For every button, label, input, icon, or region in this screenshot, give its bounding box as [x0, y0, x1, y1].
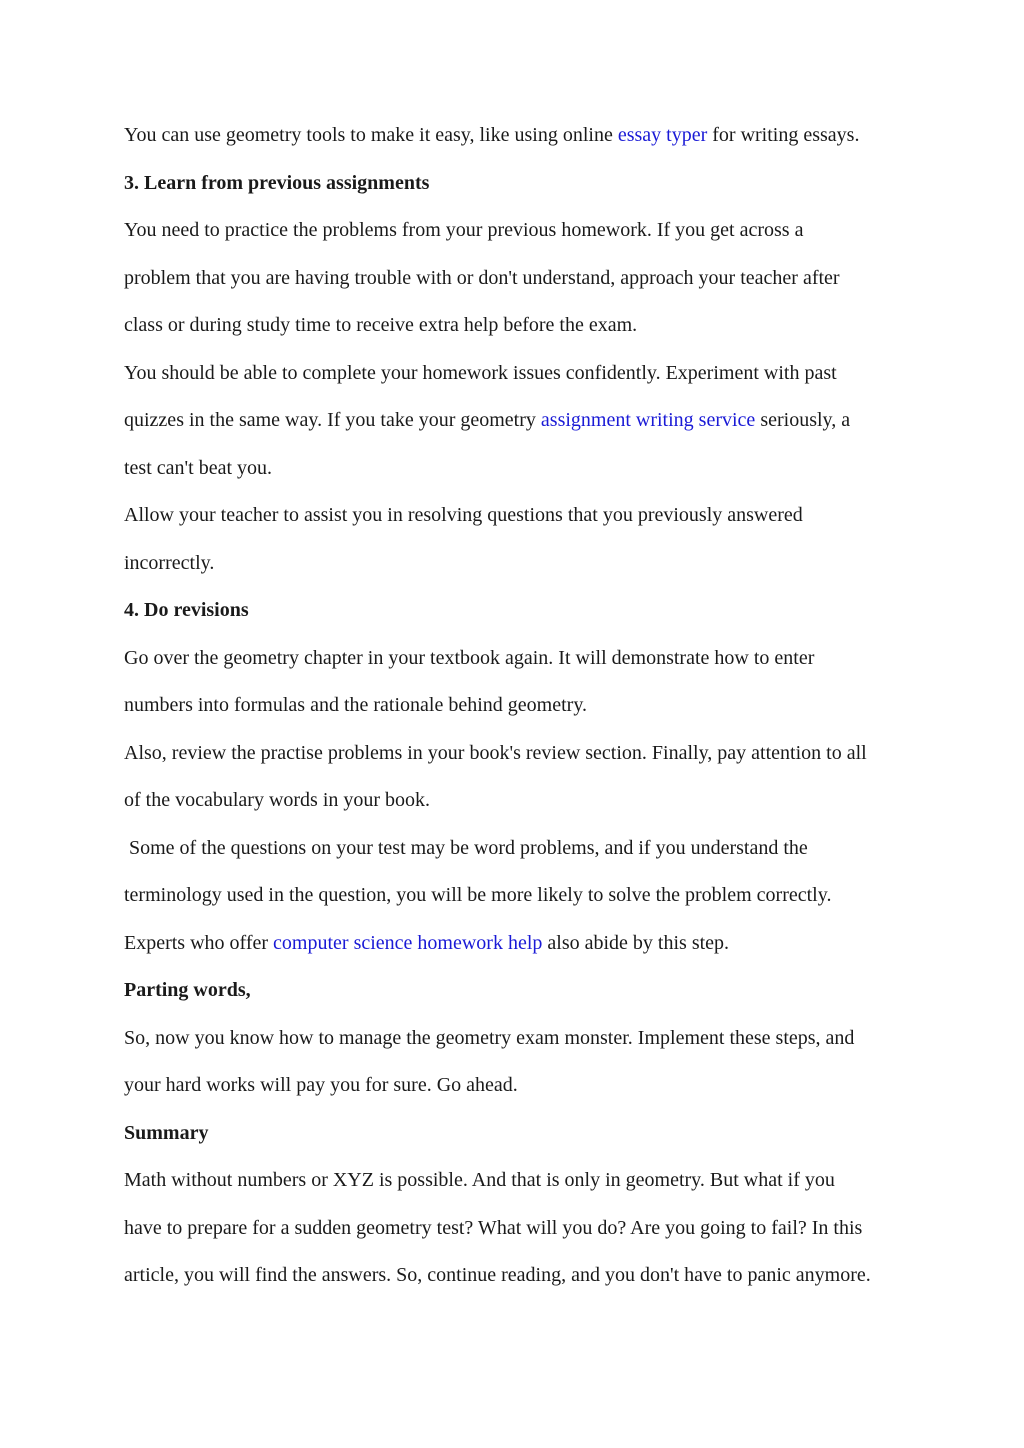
- heading-do-revisions: 4. Do revisions: [124, 599, 249, 621]
- paragraph-geometry-tools: [124, 112, 914, 160]
- paragraph-line: of the vocabulary words in your book.: [124, 789, 431, 811]
- paragraph-line: problem that you are having trouble with or don't understand, approach your teacher after: [124, 266, 840, 289]
- paragraph-line: incorrectly.: [124, 551, 215, 574]
- paragraph-text: quizzes in the same way. If you take your geometry: [124, 409, 541, 431]
- paragraph-line: Allow your teacher to assist you in resolving questions that you previously answered: [124, 504, 803, 526]
- paragraph-line: Also, review the practise problems in your book's review section. Finally, pay attention to all: [124, 741, 867, 764]
- paragraph-line: your hard works will pay you for sure. Go ahead.: [124, 1074, 518, 1096]
- assignment-writing-service-link[interactable]: assignment writing service: [540, 409, 756, 431]
- heading-summary: Summary: [124, 1121, 209, 1144]
- paragraph-line: class or during study time to receive extra help before the exam.: [124, 314, 638, 336]
- heading-learn-from-previous: 3. Learn from previous assignments: [124, 171, 430, 194]
- computer-science-homework-help-link[interactable]: computer science homework help: [273, 931, 543, 954]
- heading-parting-words: Parting words,: [124, 979, 251, 1001]
- paragraph-text: for writing essays.: [707, 124, 860, 146]
- paragraph-line: You should be able to complete your homework issues confidently. Experiment with past: [124, 361, 837, 384]
- paragraph-text: seriously, a: [755, 409, 851, 431]
- paragraph-text: You can use geometry tools to make it easy, like using online: [124, 124, 618, 146]
- paragraph-line: article, you will find the answers. So, continue reading, and you don't have to panic anymore.: [124, 1264, 871, 1286]
- paragraph-line: test can't beat you.: [124, 456, 272, 479]
- paragraph-line: You need to practice the problems from your previous homework. If you get across a: [124, 219, 804, 241]
- paragraph-line: So, now you know how to manage the geometry exam monster. Implement these steps, and: [124, 1026, 855, 1049]
- document-page: [124, 112, 914, 1300]
- paragraph-line-with-link: [124, 397, 914, 445]
- paragraph-line: have to prepare for a sudden geometry test? What will you do? Are you going to fail? In this: [124, 1216, 863, 1239]
- paragraph-line: Some of the questions on your test may be word problems, and if you understand the: [124, 836, 808, 859]
- paragraph-line: terminology used in the question, you will be more likely to solve the problem correctly.: [124, 884, 832, 906]
- paragraph-line: numbers into formulas and the rationale behind geometry.: [124, 694, 588, 716]
- paragraph-text: also abide by this step.: [542, 931, 730, 954]
- essay-typer-link[interactable]: essay typer: [617, 124, 708, 146]
- paragraph-line: Go over the geometry chapter in your textbook again. It will demonstrate how to enter: [124, 646, 815, 669]
- paragraph-line-with-link: [124, 920, 914, 968]
- paragraph-text: Experts who offer: [124, 931, 274, 954]
- paragraph-line: Math without numbers or XYZ is possible. And that is only in geometry. But what if you: [124, 1169, 835, 1191]
